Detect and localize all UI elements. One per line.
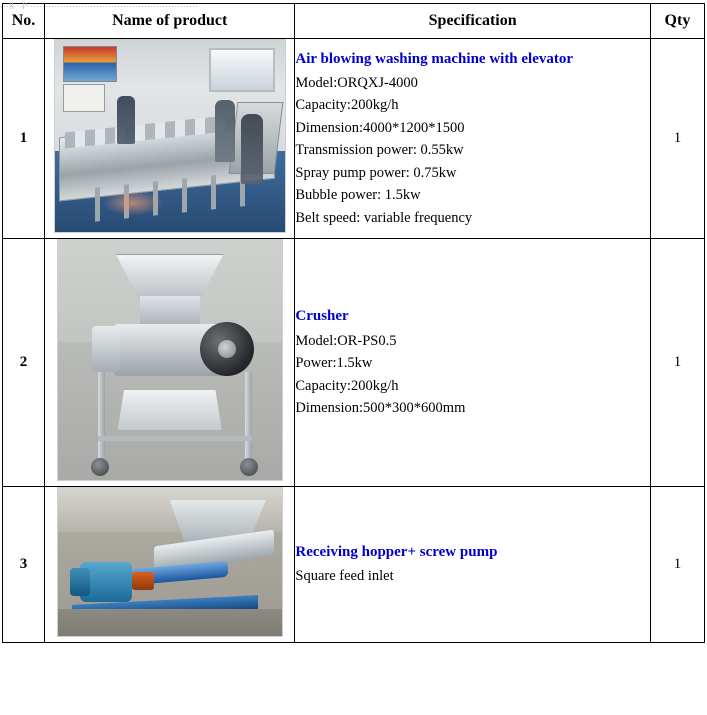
column-header-no: No. (3, 4, 45, 39)
table-body (3, 39, 705, 643)
wall-poster (63, 46, 117, 82)
crusher-frame-leg (245, 372, 252, 462)
specification-cell (295, 487, 651, 643)
worker-figure (117, 96, 135, 144)
specification-cell (295, 239, 651, 487)
specification-line: Model:ORQXJ-4000 (295, 74, 418, 91)
receiving-hopper-screw-pump-photo (57, 487, 283, 637)
specification-line: Transmission power: 0.55kw (295, 142, 464, 159)
coupling-guard (132, 572, 154, 590)
table-row (3, 487, 705, 643)
specification-line: Belt speed: variable frequency (295, 209, 473, 226)
specification-title: Crusher (295, 308, 349, 325)
specification-line: Capacity:200kg/h (295, 97, 399, 114)
crusher-pulley-hub (218, 340, 236, 358)
specification-line: Dimension:4000*1200*1500 (295, 119, 465, 136)
specification-line: Spray pump power: 0.75kw (295, 164, 457, 181)
specification-line: Power:1.5kw (295, 355, 373, 372)
product-image-cell (45, 39, 295, 239)
product-specification-table (2, 3, 705, 643)
row-number: 2 (3, 239, 45, 487)
photo-floor (58, 609, 282, 636)
crusher-frame-leg (98, 372, 105, 462)
crusher-photo (57, 239, 283, 481)
workshop-window (209, 48, 275, 92)
column-header-specification: Specification (295, 4, 651, 39)
product-image-cell (45, 487, 295, 643)
motor-fan-cover (70, 568, 90, 596)
crusher-discharge-tray (118, 390, 222, 430)
specification-line: Bubble power: 1.5kw (295, 187, 421, 204)
worker-figure (241, 114, 263, 184)
specification-cell (295, 39, 651, 239)
quantity-value: 1 (650, 239, 704, 487)
column-header-name: Name of product (45, 4, 295, 39)
specification-line: Square feed inlet (295, 568, 394, 585)
column-header-qty: Qty (650, 4, 704, 39)
quantity-value: 1 (650, 487, 704, 643)
crusher-frame-bar (98, 436, 252, 441)
motion-blur (103, 190, 163, 216)
crusher-caster-wheel (91, 458, 109, 476)
crusher-outlet-flange (92, 326, 120, 372)
worker-figure (215, 100, 235, 162)
specification-line: Capacity:200kg/h (295, 377, 399, 394)
specification-line: Model:OR-PS0.5 (295, 332, 397, 349)
crusher-caster-wheel (240, 458, 258, 476)
product-image-cell (45, 239, 295, 487)
row-number: 1 (3, 39, 45, 239)
wall-notice (63, 84, 105, 112)
quantity-value: 1 (650, 39, 704, 239)
crusher-neck (140, 296, 200, 326)
specification-title: Receiving hopper+ screw pump (295, 544, 498, 561)
table-row (3, 239, 705, 487)
air-blowing-washing-machine-photo (54, 39, 286, 233)
specification-title: Air blowing washing machine with elevator (295, 50, 574, 67)
row-number: 3 (3, 487, 45, 643)
specification-line: Dimension:500*300*600mm (295, 400, 466, 417)
page-top-faint-text: …g…p………………………………………………… (0, 0, 707, 3)
table-row (3, 39, 705, 239)
